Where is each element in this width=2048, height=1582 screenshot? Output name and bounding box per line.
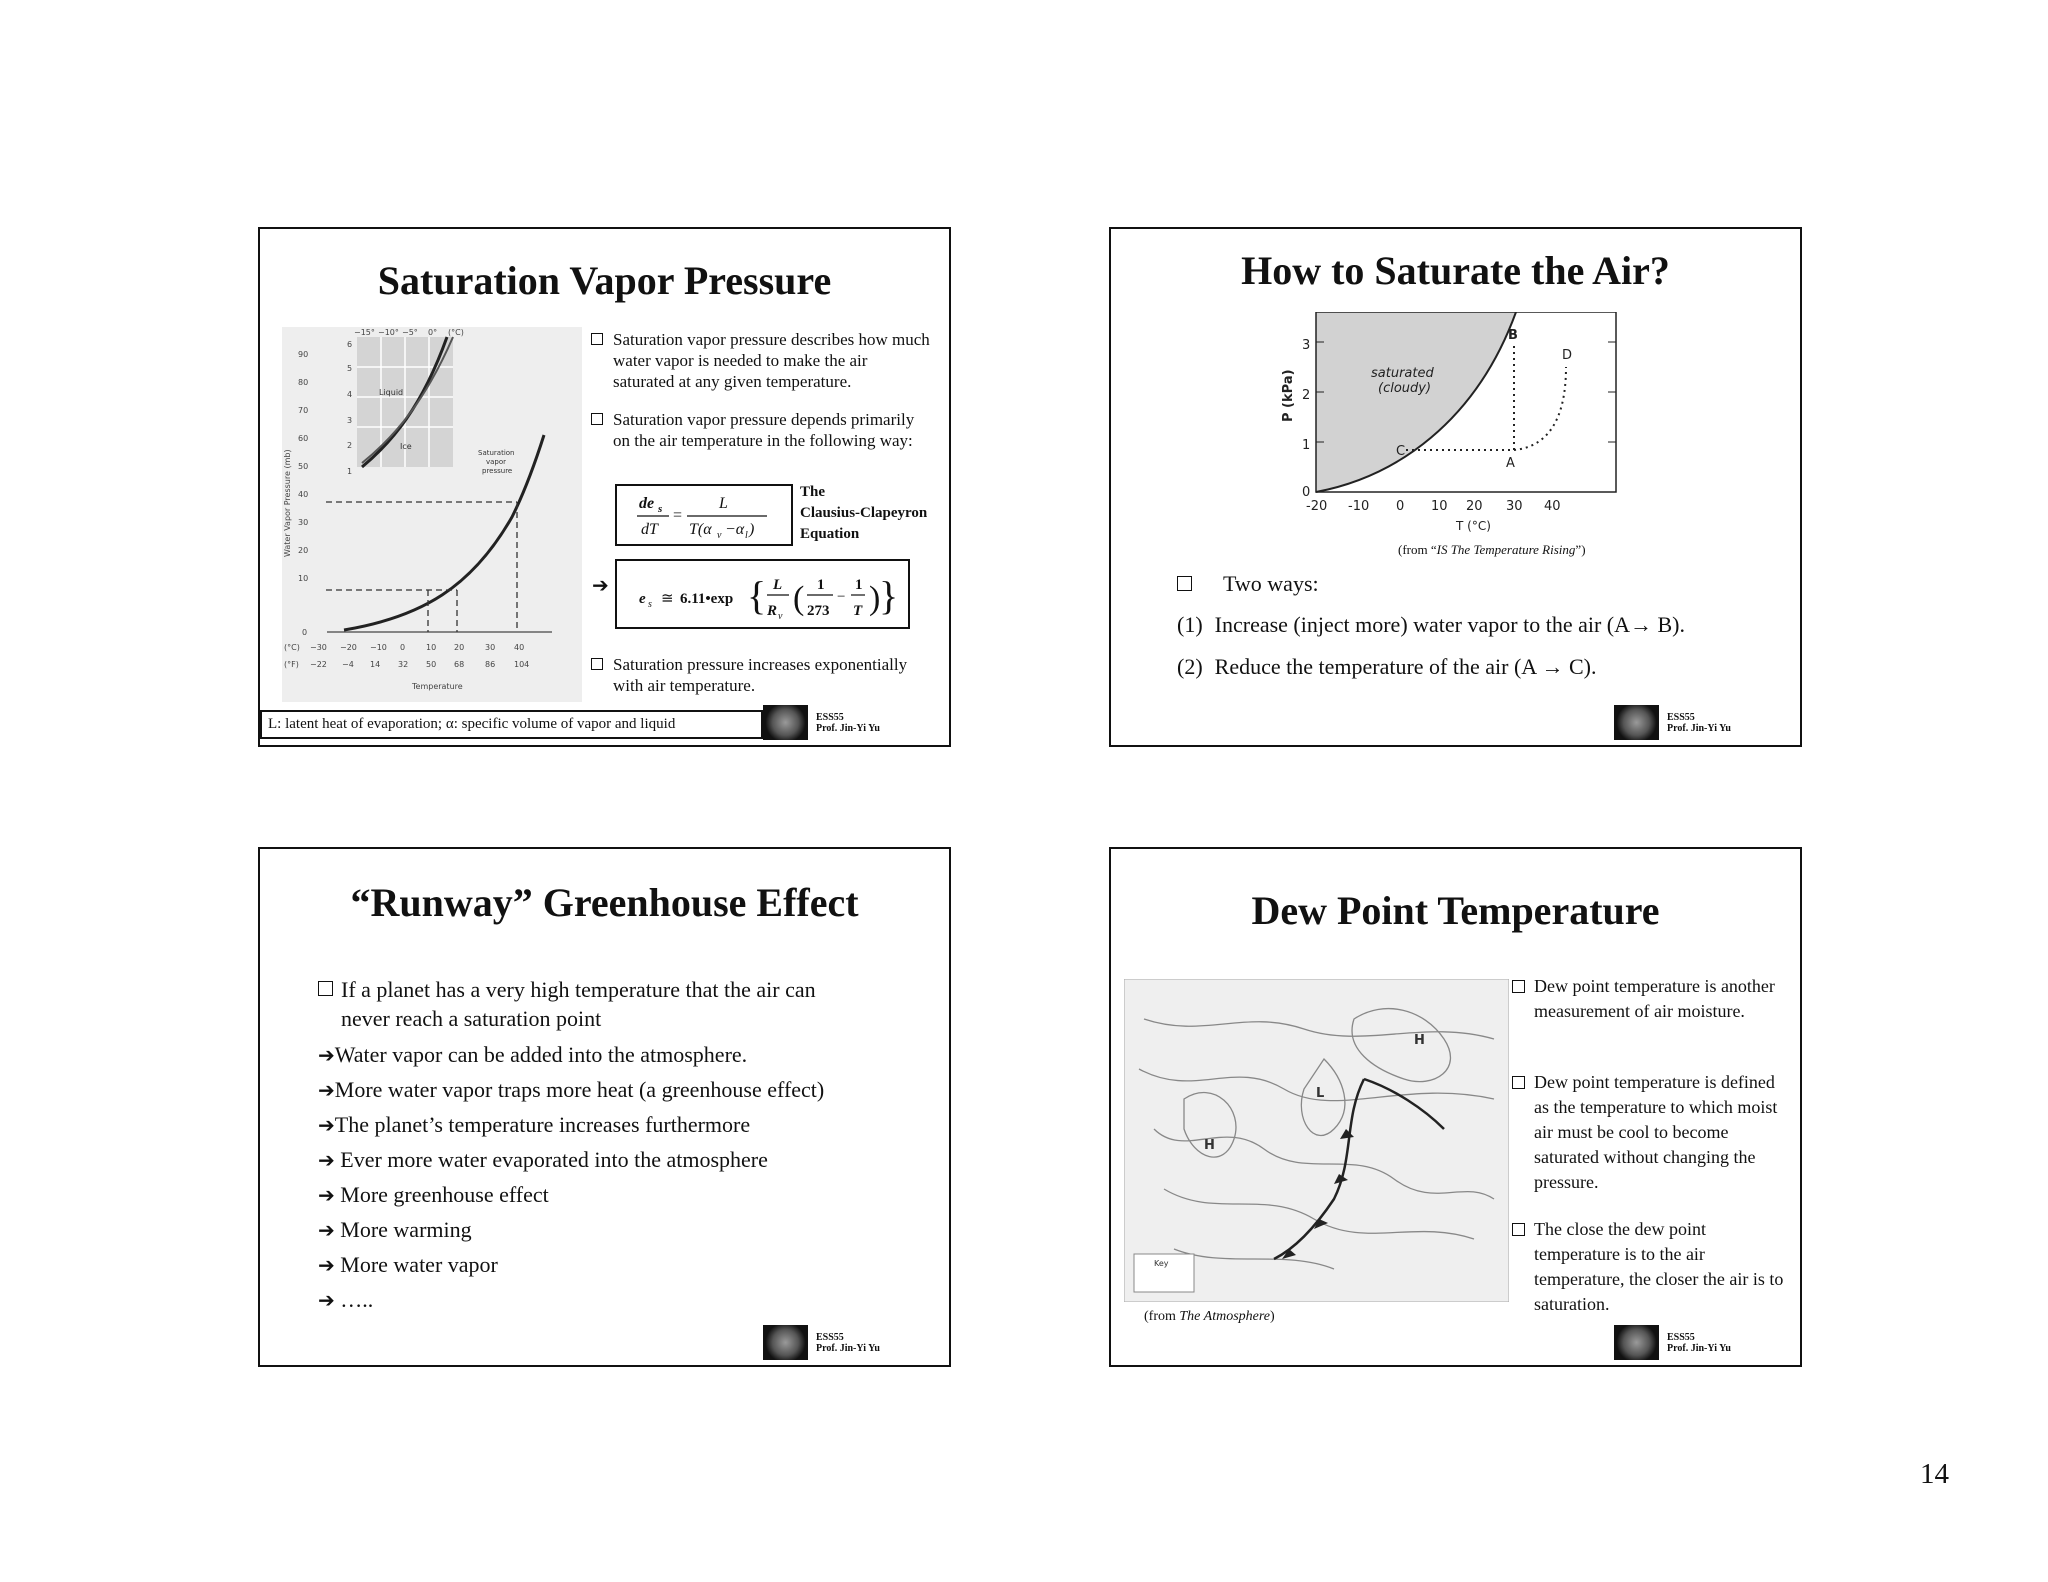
svg-text:50: 50 [298, 462, 309, 471]
slide-title: Dew Point Temperature [1251, 888, 1660, 933]
point-c-label: C [1396, 444, 1406, 459]
y-axis-label: P (kPa) [1281, 369, 1296, 422]
arrow-right-icon: ➔ [318, 1218, 335, 1242]
slide-footer: ESS55 Prof. Jin-Yi Yu [1667, 712, 1731, 734]
checkbox-bullet-icon [1512, 980, 1525, 993]
arrow-item-6: ➔ More warming [318, 1217, 472, 1242]
svg-text:1: 1 [855, 577, 863, 593]
arrow-right-icon: ➔ [592, 573, 609, 597]
saturation-label-2: vapor [486, 458, 507, 466]
svg-text:80: 80 [298, 378, 309, 387]
svg-text:20: 20 [298, 546, 309, 555]
svg-text:−5°: −5° [402, 328, 418, 337]
region-label-2: (cloudy) [1378, 381, 1432, 396]
inset-unit-label: (°C) [448, 328, 464, 337]
svg-text:0: 0 [302, 628, 308, 637]
svg-text:(: ( [793, 580, 805, 617]
svg-text:−15°: −15° [354, 328, 375, 337]
svg-text:l: l [745, 530, 748, 541]
slide-dew-point [1109, 847, 1802, 1367]
slide-saturation-vapor-pressure [258, 227, 951, 747]
svg-text:0: 0 [1396, 499, 1405, 514]
svg-text:=: = [673, 507, 683, 524]
bullet-2: Saturation vapor pressure depends primarily on the air temperature in the following way: [591, 409, 931, 451]
map-key-label: Key [1154, 1259, 1169, 1268]
svg-text:de: de [639, 495, 655, 512]
arrow-right-icon: ➔ [318, 1183, 335, 1207]
clausius-clapeyron-equation [615, 484, 793, 546]
region-label-1: saturated [1371, 366, 1434, 381]
fahrenheit-row-label: (°F) [284, 660, 299, 669]
main-bullet: If a planet has a very high temperature that the air can never reach a saturation point [318, 975, 816, 1033]
x-axis-label: Temperature [412, 682, 463, 691]
slide-title: “Runway” Greenhouse Effect [350, 880, 859, 925]
bullet-1: Dew point temperature is another measurement of air moisture. [1512, 974, 1794, 1024]
svg-text:−10°: −10° [378, 328, 399, 337]
checkbox-bullet-icon [1177, 576, 1192, 591]
bullet-1: Saturation vapor pressure describes how much water vapor is needed to make the air saturated at any given temperature. [591, 329, 931, 392]
point-a-label: A [1506, 456, 1515, 471]
svg-text:10: 10 [1431, 499, 1448, 514]
svg-text:32: 32 [398, 660, 409, 669]
svg-text:20: 20 [454, 643, 465, 652]
svg-text:0: 0 [400, 643, 406, 652]
checkbox-bullet-icon [1512, 1076, 1525, 1089]
lead-bullet: Two ways: [1177, 570, 1319, 598]
svg-text:): ) [749, 521, 755, 538]
svg-text:5: 5 [347, 364, 353, 373]
saturation-vapor-pressure-chart [282, 327, 582, 702]
svg-text:): ) [869, 580, 881, 617]
svg-text:14: 14 [370, 660, 381, 669]
svg-text:0: 0 [1302, 485, 1311, 500]
svg-text:2: 2 [347, 441, 353, 450]
checkbox-bullet-icon [591, 658, 603, 670]
svg-text:-20: -20 [1306, 499, 1328, 514]
item-1: (1) Increase (inject more) water vapor to the air (A→ B). [1177, 612, 1686, 637]
svg-text:R: R [767, 603, 778, 619]
svg-text:1: 1 [347, 467, 353, 476]
point-b-label: B [1508, 328, 1518, 343]
checkbox-bullet-icon [591, 333, 603, 345]
globe-logo-icon [1614, 705, 1659, 740]
globe-logo-icon [1614, 1325, 1659, 1360]
svg-text:2: 2 [1302, 388, 1311, 403]
svg-text:−4: −4 [342, 660, 354, 669]
svg-text:104: 104 [514, 660, 530, 669]
footnote: L: latent heat of evaporation; α: specific volume of vapor and liquid [260, 710, 763, 739]
svg-text:dT: dT [641, 521, 658, 538]
svg-text:273: 273 [807, 603, 830, 619]
arrow-item-1: ➔Water vapor can be added into the atmosphere. [318, 1042, 748, 1067]
svg-text:L: L [719, 495, 728, 512]
svg-text:-10: -10 [1348, 499, 1370, 514]
checkbox-bullet-icon [591, 413, 603, 425]
bullet-3: The close the dew point temperature is to the air temperature, the closer the air is to saturation. [1512, 1217, 1794, 1317]
low-pressure-label: L [1316, 1086, 1325, 1101]
arrow-item-8: ➔ ….. [318, 1287, 374, 1312]
svg-text:e: e [639, 591, 646, 607]
item-2: (2) Reduce the temperature of the air (A → C). [1177, 654, 1597, 679]
high-pressure-label: H [1204, 1138, 1215, 1153]
slide-runway-greenhouse [258, 847, 951, 1367]
arrow-item-4: ➔ Ever more water evaporated into the atmosphere [318, 1147, 768, 1172]
slide-footer: ESS55 Prof. Jin-Yi Yu [816, 1332, 880, 1354]
svg-text:10: 10 [426, 643, 437, 652]
svg-text:86: 86 [485, 660, 496, 669]
svg-text:6.11•exp: 6.11•exp [680, 591, 734, 607]
svg-text:50: 50 [426, 660, 437, 669]
svg-text:4: 4 [347, 390, 353, 399]
exponential-equation [615, 559, 910, 629]
arrow-right-icon: ➔ [318, 1043, 335, 1067]
arrow-right-icon: ➔ [318, 1078, 335, 1102]
svg-text:3: 3 [347, 416, 353, 425]
svg-text:3: 3 [1302, 338, 1311, 353]
svg-text:−10: −10 [370, 643, 387, 652]
svg-text:}: } [879, 573, 899, 618]
svg-text:−α: −α [725, 521, 745, 538]
svg-text:−: − [837, 589, 846, 605]
celsius-row-label: (°C) [284, 643, 300, 652]
high-pressure-label-2: H [1414, 1033, 1425, 1048]
slide-how-to-saturate [1109, 227, 1802, 747]
svg-text:20: 20 [1466, 499, 1483, 514]
arrow-item-3: ➔The planet’s temperature increases furthermore [318, 1112, 751, 1137]
slide-footer: ESS55 Prof. Jin-Yi Yu [816, 712, 880, 734]
checkbox-bullet-icon [1512, 1223, 1525, 1236]
liquid-label: Liquid [379, 388, 404, 397]
weather-map [1124, 979, 1509, 1302]
slide-footer: ESS55 Prof. Jin-Yi Yu [1667, 1332, 1731, 1354]
svg-text:v: v [717, 530, 722, 541]
svg-text:90: 90 [298, 350, 309, 359]
pressure-temperature-chart [1266, 312, 1626, 532]
svg-text:30: 30 [298, 518, 309, 527]
svg-text:60: 60 [298, 434, 309, 443]
svg-text:6: 6 [347, 340, 353, 349]
svg-text:10: 10 [298, 574, 309, 583]
ice-label: Ice [400, 442, 412, 451]
equation-name: The Clausius-Clapeyron Equation [800, 484, 928, 542]
svg-text:0°: 0° [428, 328, 438, 337]
page-number: 14 [1920, 1458, 1949, 1490]
svg-text:70: 70 [298, 406, 309, 415]
svg-text:40: 40 [298, 490, 309, 499]
svg-text:1: 1 [817, 577, 825, 593]
figure-source: (from The Atmosphere) [1144, 1309, 1275, 1324]
arrow-right-icon: ➔ [318, 1148, 335, 1172]
bullet-3: Saturation pressure increases exponentially with air temperature. [591, 654, 931, 696]
svg-text:30: 30 [485, 643, 496, 652]
svg-text:s: s [658, 503, 663, 515]
svg-text:−30: −30 [310, 643, 327, 652]
slide-title: How to Saturate the Air? [1241, 248, 1670, 293]
x-axis-label: T (°C) [1456, 519, 1491, 532]
figure-source: (from “IS The Temperature Rising”) [1398, 542, 1586, 557]
svg-text:40: 40 [1544, 499, 1561, 514]
checkbox-bullet-icon [318, 981, 333, 996]
svg-text:68: 68 [454, 660, 465, 669]
svg-text:−22: −22 [310, 660, 327, 669]
svg-text:T: T [853, 603, 863, 619]
svg-text:{: { [747, 573, 767, 618]
slide-title: Saturation Vapor Pressure [377, 258, 832, 303]
svg-text:≅: ≅ [661, 591, 674, 607]
arrow-item-5: ➔ More greenhouse effect [318, 1182, 549, 1207]
svg-text:30: 30 [1506, 499, 1523, 514]
arrow-item-7: ➔ More water vapor [318, 1252, 498, 1277]
point-d-label: D [1562, 348, 1573, 363]
arrow-right-icon: ➔ [318, 1253, 335, 1277]
bullet-2: Dew point temperature is defined as the temperature to which moist air must be cool to become saturated without changing the pressure. [1512, 1070, 1794, 1195]
arrow-item-2: ➔More water vapor traps more heat (a greenhouse effect) [318, 1077, 825, 1102]
y-axis-label: Water Vapor Pressure (mb) [283, 449, 292, 557]
arrow-right-icon: ➔ [318, 1288, 335, 1312]
svg-text:1: 1 [1302, 438, 1311, 453]
svg-text:T(α: T(α [689, 521, 712, 538]
saturation-label-1: Saturation [478, 449, 515, 457]
globe-logo-icon [763, 1325, 808, 1360]
arrow-right-icon: ➔ [318, 1113, 335, 1137]
saturation-label-3: pressure [482, 467, 513, 475]
svg-text:v: v [778, 611, 783, 622]
svg-text:s: s [648, 599, 652, 610]
svg-text:−20: −20 [340, 643, 357, 652]
svg-text:40: 40 [514, 643, 525, 652]
globe-logo-icon [763, 705, 808, 740]
svg-text:L: L [773, 577, 783, 593]
